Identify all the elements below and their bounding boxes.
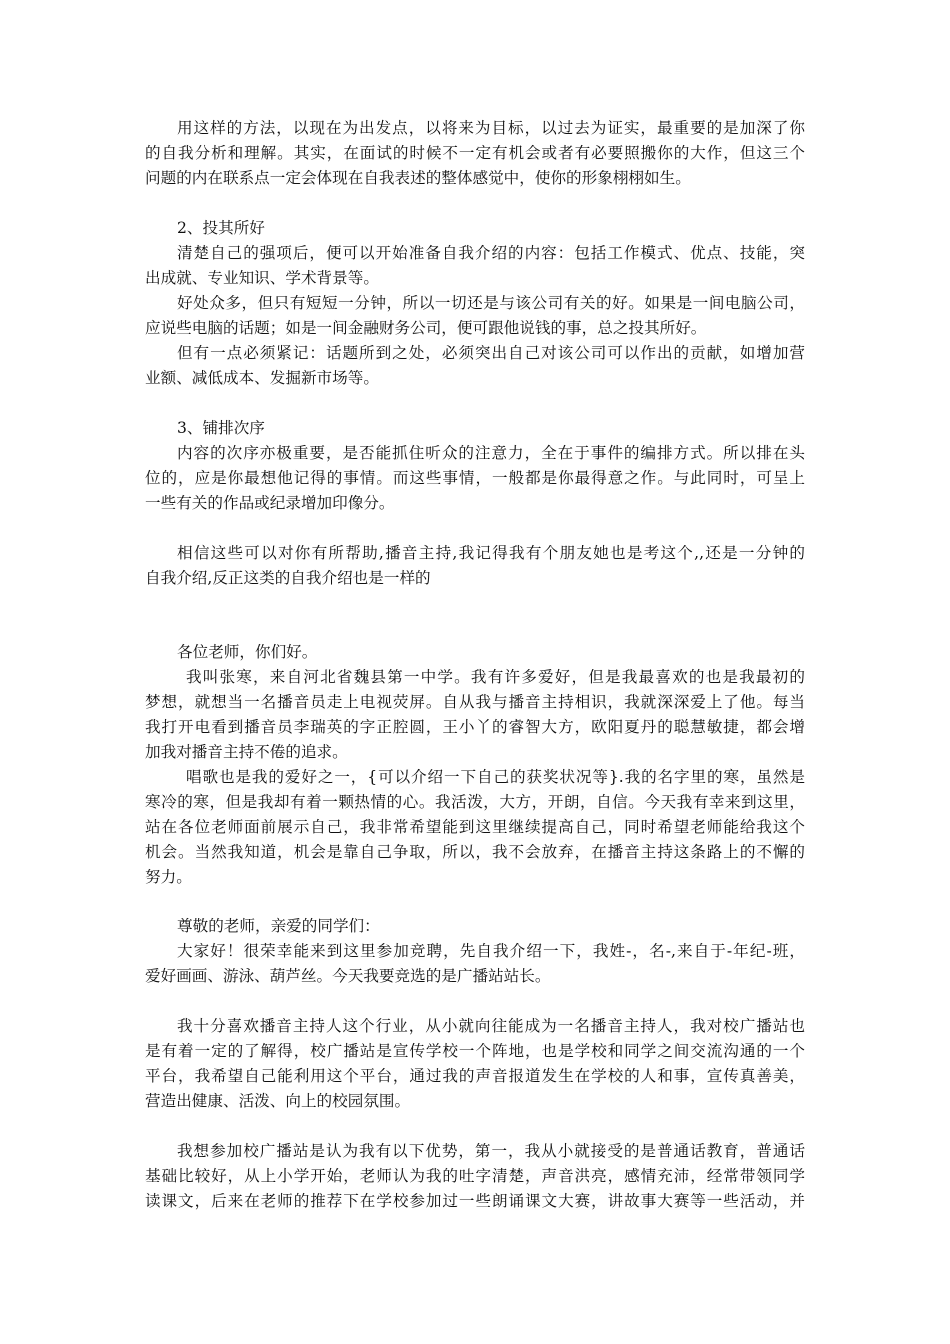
paragraph-line: 努力。 [145, 868, 192, 886]
paragraph-line: 加我对播音主持不倦的追求。 [145, 743, 348, 761]
paragraph-line: 大家好！很荣幸能来到这里参加竞聘，先自我介绍一下，我姓-，名-,来自于-年纪-班， [177, 942, 805, 960]
paragraph-line: 营造出健康、活泼、向上的校园氛围。 [145, 1092, 411, 1110]
paragraph-line: 位的，应是你最想他记得的事情。而这些事情，一般都是你最得意之作。与此同时，可呈上 [145, 469, 805, 487]
paragraph-line: 内容的次序亦极重要，是否能抓住听众的注意力，全在于事件的编排方式。所以排在头 [177, 444, 805, 462]
section-heading: 2、投其所好 [177, 219, 265, 237]
paragraph-line: 清楚自己的强项后，便可以开始准备自我介绍的内容：包括工作模式、优点、技能，突 [177, 244, 805, 262]
paragraph-line: 自我介绍,反正这类的自我介绍也是一样的 [145, 569, 431, 587]
greeting: 尊敬的老师，亲爱的同学们： [177, 917, 380, 935]
paragraph-line: 业额、减低成本、发掘新市场等。 [145, 369, 379, 387]
greeting: 各位老师，你们好。 [177, 643, 318, 661]
paragraph-line: 爱好画画、游泳、葫芦丝。今天我要竞选的是广播站站长。 [145, 967, 551, 985]
paragraph-line: 应说些电脑的话题；如是一间金融财务公司，便可跟他说钱的事，总之投其所好。 [145, 319, 707, 337]
paragraph-line: 一些有关的作品或纪录增加印像分。 [145, 494, 395, 512]
section-heading: 3、铺排次序 [177, 419, 265, 437]
paragraph-line: 站在各位老师面前展示自己，我非常希望能到这里继续提高自己，同时希望老师能给我这个 [145, 818, 805, 836]
paragraph-line: 基础比较好，从上小学开始，老师认为我的吐字清楚，声音洪亮，感情充沛，经常带领同学 [145, 1167, 805, 1185]
paragraph-line: 唱歌也是我的爱好之一，{可以介绍一下自己的获奖状况等}.我的名字里的寒，虽然是 [186, 768, 805, 786]
paragraph-line: 我打开电看到播音员李瑞英的字正腔圆，王小丫的睿智大方，欧阳夏丹的聪慧敏捷，都会增 [145, 718, 805, 736]
paragraph-line: 梦想，就想当一名播音员走上电视荧屏。自从我与播音主持相识，我就深深爱上了他。每当 [145, 693, 805, 711]
paragraph-line: 问题的内在联系点一定会体现在自我表述的整体感觉中，使你的形象栩栩如生。 [145, 169, 691, 187]
paragraph-line: 出成就、专业知识、学术背景等。 [145, 269, 379, 287]
paragraph-line: 机会。当然我知道，机会是靠自己争取，所以，我不会放弃，在播音主持这条路上的不懈的 [145, 843, 805, 861]
paragraph-line: 我叫张寒，来自河北省魏县第一中学。我有许多爱好，但是我最喜欢的也是我最初的 [186, 668, 805, 686]
paragraph-line: 读课文，后来在老师的推荐下在学校参加过一些朗诵课文大赛，讲故事大赛等一些活动，并 [145, 1192, 805, 1210]
paragraph-line: 相信这些可以对你有所帮助,播音主持,我记得我有个朋友她也是考这个,,还是一分钟的 [177, 544, 805, 562]
paragraph-line: 好处众多，但只有短短一分钟，所以一切还是与该公司有关的好。如果是一间电脑公司， [177, 294, 805, 312]
paragraph-line: 我十分喜欢播音主持人这个行业，从小就向往能成为一名播音主持人，我对校广播站也 [177, 1017, 805, 1035]
paragraph-line: 平台，我希望自己能利用这个平台，通过我的声音报道发生在学校的人和事，宣传真善美， [145, 1067, 805, 1085]
paragraph-line: 是有着一定的了解得，校广播站是宣传学校一个阵地，也是学校和同学之间交流沟通的一个 [145, 1042, 805, 1060]
paragraph-line: 的自我分析和理解。其实，在面试的时候不一定有机会或者有必要照搬你的大作，但这三个 [145, 144, 805, 162]
paragraph-line: 但有一点必须紧记：话题所到之处，必须突出自己对该公司可以作出的贡献，如增加营 [177, 344, 805, 362]
paragraph-line: 我想参加校广播站是认为我有以下优势，第一，我从小就接受的是普通话教育，普通话 [177, 1142, 805, 1160]
paragraph-line: 用这样的方法，以现在为出发点，以将来为目标，以过去为证实，最重要的是加深了你 [177, 119, 805, 137]
paragraph-line: 寒冷的寒，但是我却有着一颗热情的心。我活泼，大方，开朗，自信。今天我有幸来到这里， [145, 793, 805, 811]
